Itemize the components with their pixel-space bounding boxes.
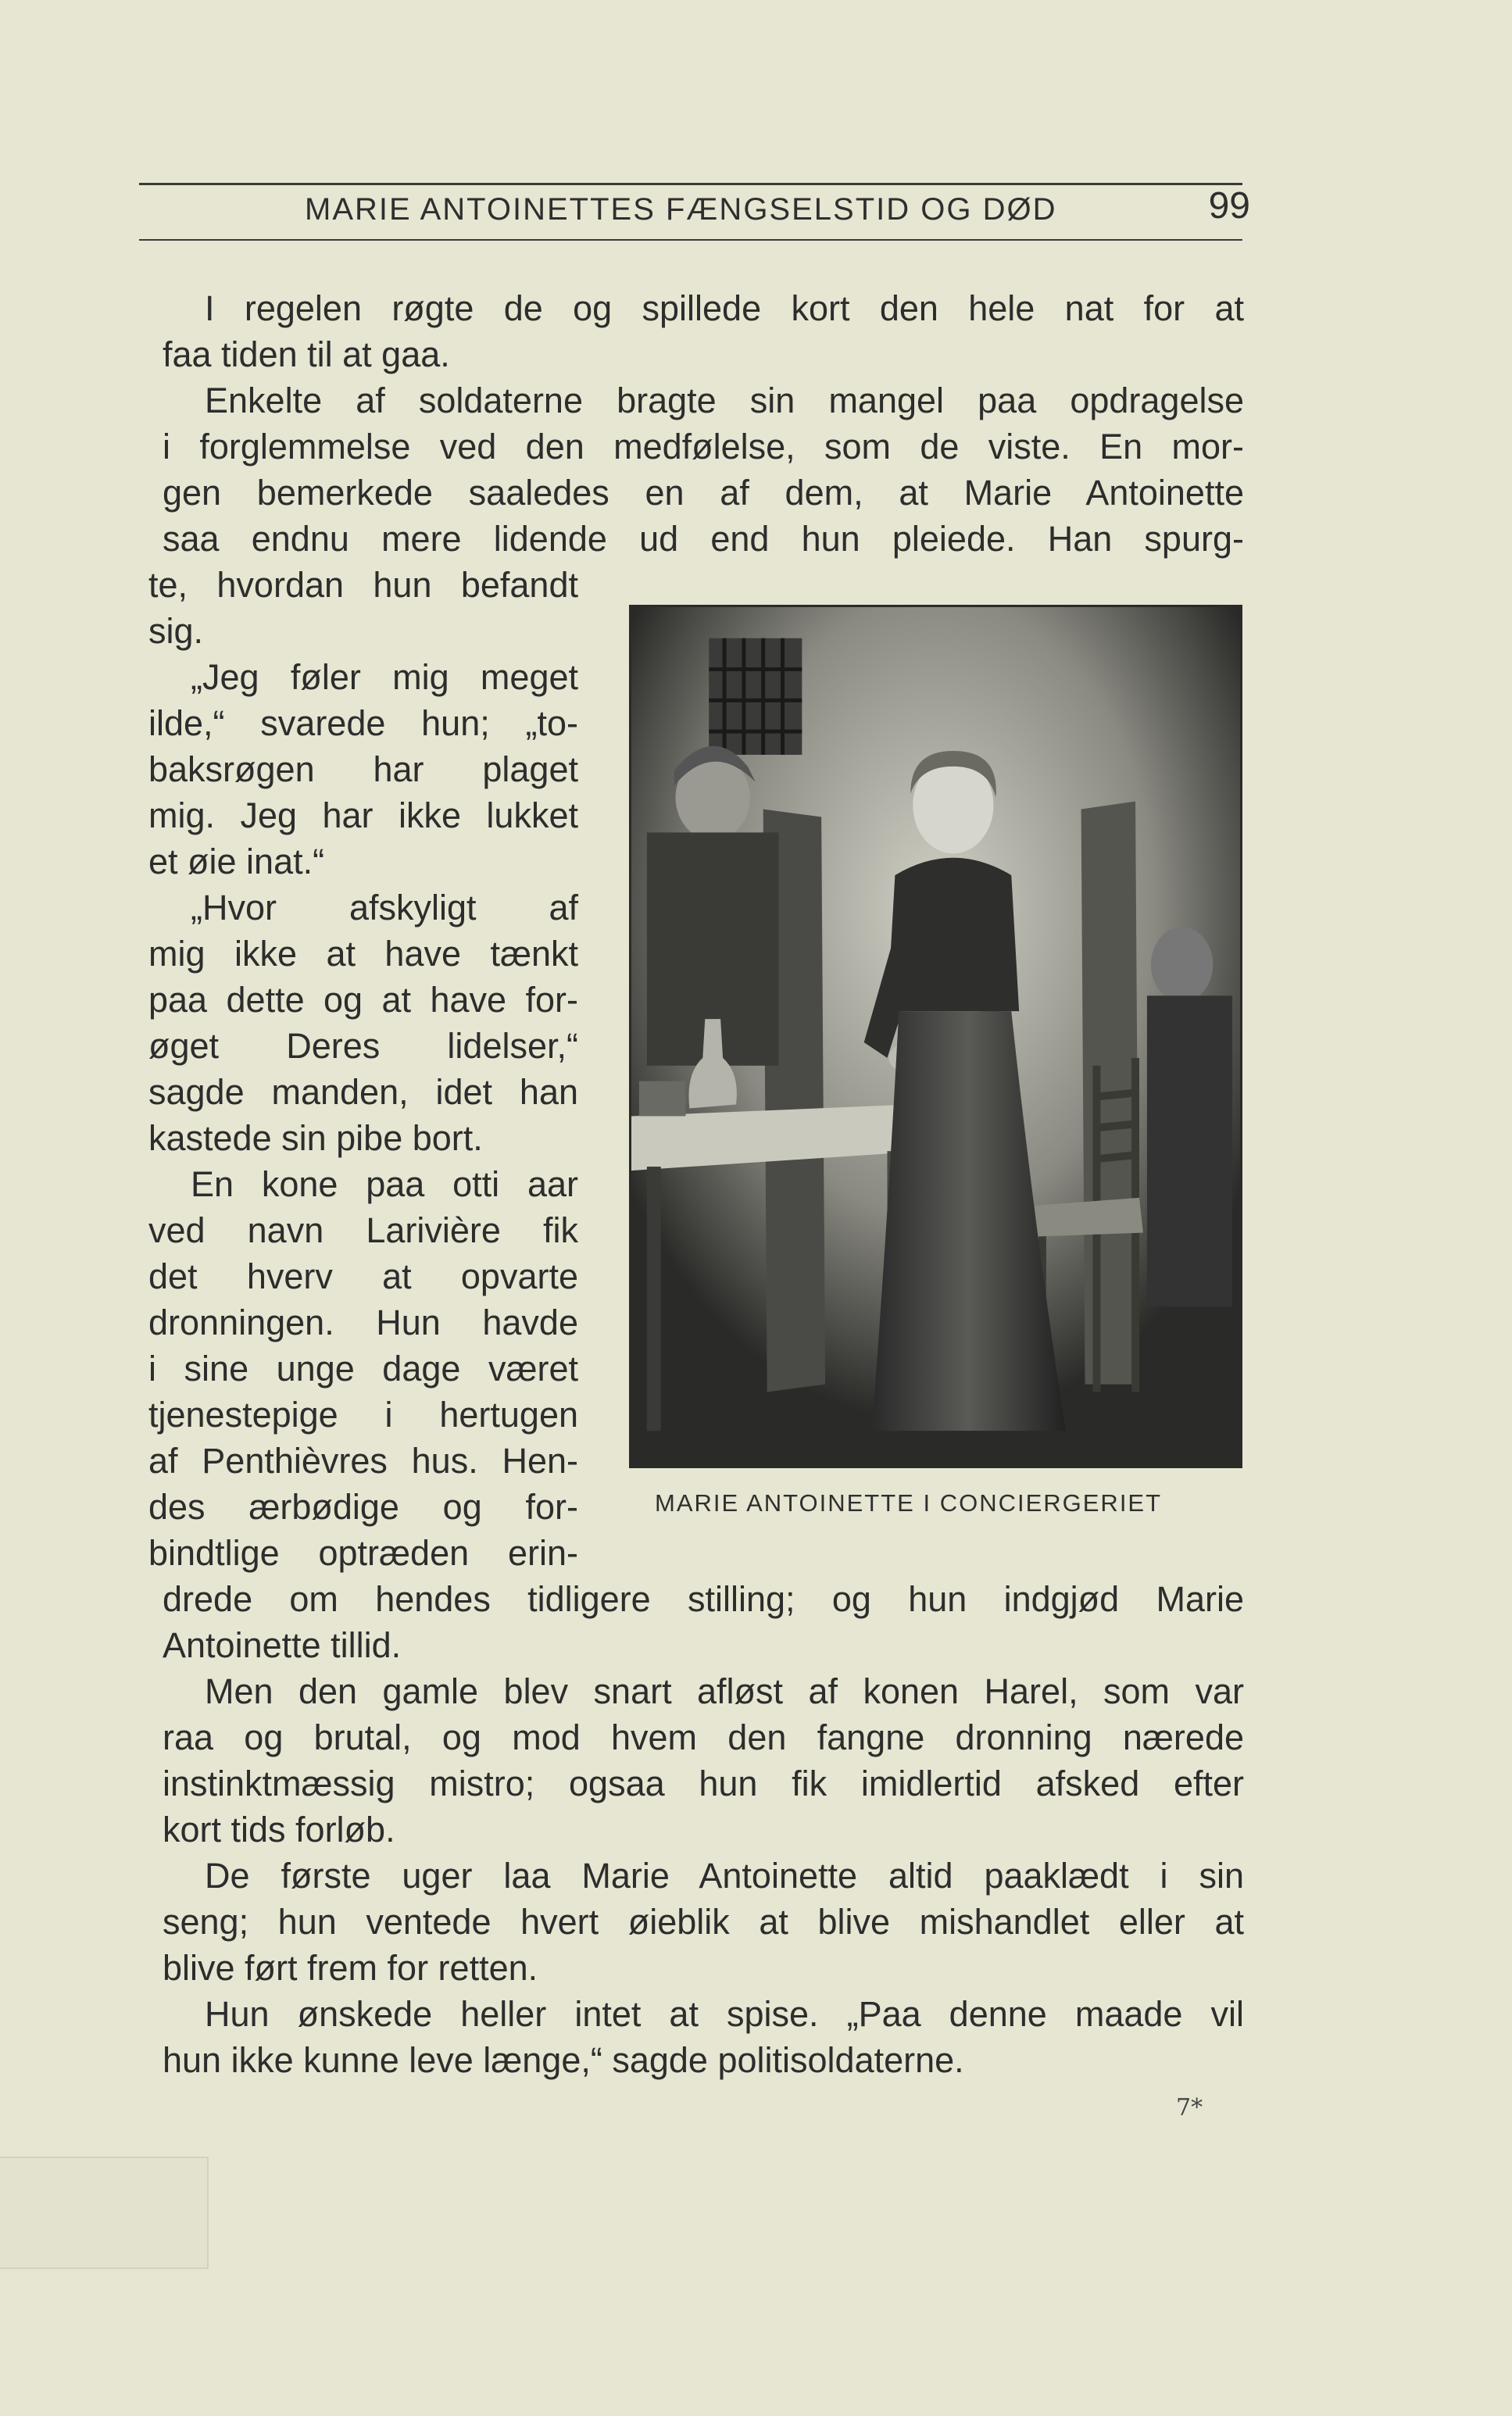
text-line: ilde,“ svarede hun; „to- bbox=[148, 703, 578, 743]
text-line: te, hvordan hun befandt bbox=[148, 565, 578, 605]
engraving-illustration bbox=[629, 605, 1242, 1468]
text-line: baksrøgen har plaget bbox=[148, 749, 578, 789]
text-line: øget Deres lidelser,“ bbox=[148, 1026, 578, 1066]
text-line: sig. bbox=[148, 611, 204, 651]
text-line: Enkelte af soldaterne bragte sin mangel paa opdragelse bbox=[205, 381, 1244, 420]
text-line: „Jeg føler mig meget bbox=[191, 657, 578, 697]
text-line: faa tiden til at gaa. bbox=[163, 334, 450, 374]
header-rule-bottom bbox=[139, 239, 1242, 241]
text-line: drede om hendes tidligere stilling; og hun indgjød Marie bbox=[163, 1579, 1244, 1619]
running-title: MARIE ANTOINETTES FÆNGSELSTID OG DØD bbox=[305, 192, 1057, 227]
text-line: I regelen røgte de og spillede kort den hele nat for at bbox=[205, 288, 1244, 328]
text-line: sagde manden, idet han bbox=[148, 1072, 578, 1112]
text-line: bindtlige optræden erin- bbox=[148, 1533, 578, 1573]
text-line: af Penthièvres hus. Hen- bbox=[148, 1441, 578, 1481]
text-line: mig ikke at have tænkt bbox=[148, 934, 578, 974]
text-line: mig. Jeg har ikke lukket bbox=[148, 795, 578, 835]
text-line: paa dette og at have for- bbox=[148, 980, 578, 1020]
text-line: Antoinette tillid. bbox=[163, 1625, 402, 1665]
page-tab-mark bbox=[0, 2157, 209, 2269]
text-line: ved navn Larivière fik bbox=[148, 1210, 578, 1250]
text-line: De første uger laa Marie Antoinette altid paaklædt i sin bbox=[205, 1856, 1244, 1896]
page-number: 99 bbox=[1208, 185, 1250, 227]
text-line: i forglemmelse ved den medfølelse, som de viste. En mor- bbox=[163, 427, 1244, 466]
text-line: gen bemerkede saaledes en af dem, at Marie Antoinette bbox=[163, 473, 1244, 513]
text-line: seng; hun ventede hvert øieblik at blive mishandlet eller at bbox=[163, 1902, 1244, 1942]
text-line: des ærbødige og for- bbox=[148, 1487, 578, 1527]
text-line: Hun ønskede heller intet at spise. „Paa denne maade vil bbox=[205, 1994, 1244, 2034]
signature-mark: 7* bbox=[1176, 2094, 1203, 2121]
text-line: saa endnu mere lidende ud end hun pleiede. Han spurg- bbox=[163, 519, 1244, 559]
text-line: et øie inat.“ bbox=[148, 842, 325, 881]
text-line: kort tids forløb. bbox=[163, 1810, 395, 1850]
text-line: det hverv at opvarte bbox=[148, 1256, 578, 1296]
text-line: En kone paa otti aar bbox=[191, 1164, 578, 1204]
figure-caption: MARIE ANTOINETTE I CONCIERGERIET bbox=[655, 1489, 1163, 1517]
text-line: i sine unge dage været bbox=[148, 1349, 578, 1388]
text-line: „Hvor afskyligt af bbox=[191, 888, 578, 927]
text-line: tjenestepige i hertugen bbox=[148, 1395, 578, 1435]
text-line: blive ført frem for retten. bbox=[163, 1948, 538, 1988]
text-line: kastede sin pibe bort. bbox=[148, 1118, 483, 1158]
text-line: instinktmæssig mistro; ogsaa hun fik imidlertid afsked efter bbox=[163, 1764, 1244, 1803]
prison-scene-image bbox=[631, 607, 1240, 1466]
text-line: Men den gamle blev snart afløst af konen Harel, som var bbox=[205, 1671, 1244, 1711]
text-line: hun ikke kunne leve længe,“ sagde politisoldaterne. bbox=[163, 2040, 964, 2080]
text-line: raa og brutal, og mod hvem den fangne dronning nærede bbox=[163, 1717, 1244, 1757]
header-rule-top bbox=[139, 183, 1242, 185]
text-line: dronningen. Hun havde bbox=[148, 1303, 578, 1342]
